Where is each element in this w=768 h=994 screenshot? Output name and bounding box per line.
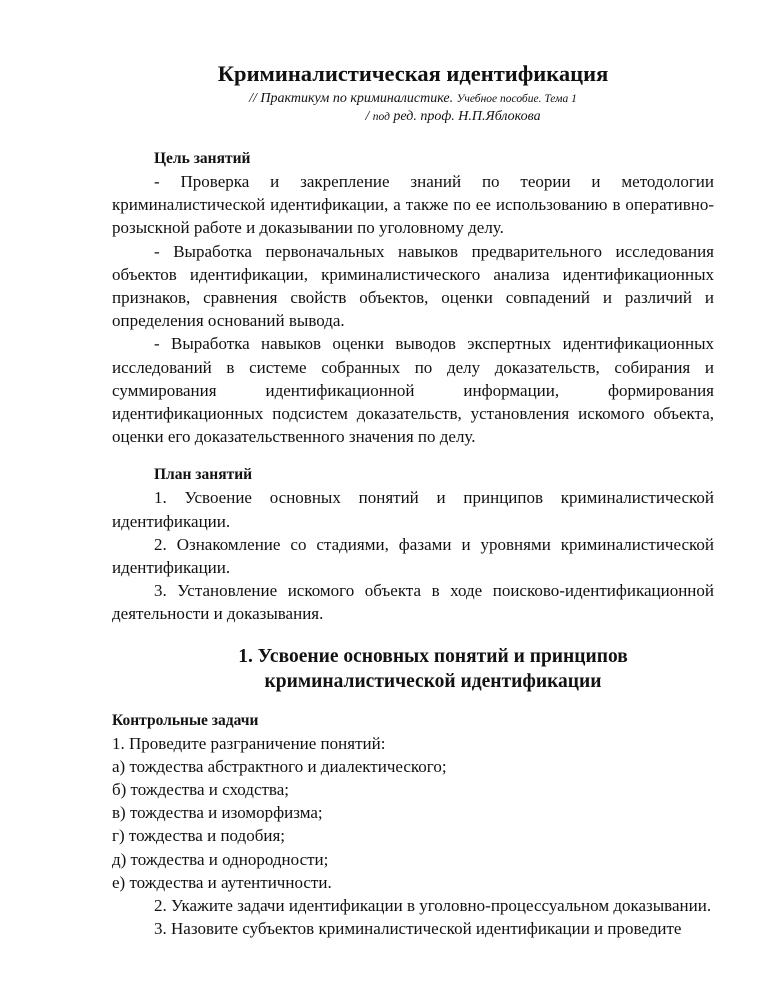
plan-item: 1. Усвоение основных понятий и принципов криминалистической идентификации. [112,488,714,531]
section-title-line1: 1. Усвоение основных понятий и принципов [238,645,628,667]
source-citation [112,90,714,108]
task-subitem: д) тождества и однородности; [112,849,329,869]
plan-item: 2. Ознакомление со стадиями, фазами и уровнями криминалистической идентификации. [112,534,714,578]
citation-prefix: // Практикум по криминалистике. [249,91,457,106]
editor-small: под [372,111,390,123]
document-page [112,60,714,940]
citation-small: Учебное пособие. Тема 1 [456,93,577,105]
editor-prefix: / [365,109,373,124]
plan-heading: План занятий [154,466,253,484]
plan-item: 3. Установление искомого объекта в ходе поисково-идентификационной деятельности и доказывания. [112,581,714,624]
section-title-line2: криминалистической идентификации [264,670,602,692]
task-question: 2. Укажите задачи идентификации в уголовно-процессуальном доказывании. [154,896,712,916]
goal-paragraph: - Выработка навыков оценки выводов экспертных идентификационных исследований в системе собранных по делу доказательств, собирания и суммирования идентификационной информации, формирования идентификационных подсистем доказательств, установления искомого объекта, оценки его доказательственного значения по делу. [112,334,714,447]
task-subitem: в) тождества и изоморфизма; [112,803,323,823]
goal-paragraph: - Проверка и закрепление знаний по теории и методологии криминалистической идентификации, а также по ее использованию в оперативно-розыскной работе и доказывании по уголовному делу. [112,172,714,238]
document-title: Криминалистическая идентификация [217,61,609,86]
task-subitem: г) тождества и подобия; [112,826,285,846]
goal-paragraph: - Выработка первоначальных навыков предварительного исследования объектов идентификации, криминалистического анализа идентификационных признаков, сравнения свойств объектов, оценки совпадений и различий и определения оснований вывода. [112,241,714,331]
task-subitem: е) тождества и аутентичности. [112,872,332,892]
editor-citation [112,108,714,126]
task-subitem: б) тождества и сходства; [112,780,290,800]
task-question: 3. Назовите субъектов криминалистической идентификации и проведите [154,919,682,939]
task-subitem: а) тождества абстрактного и диалектического; [112,756,447,776]
task-question: 1. Проведите разграничение понятий: [112,733,386,753]
editor-rest: ред. проф. Н.П.Яблокова [389,109,541,124]
goals-heading: Цель занятий [154,150,251,167]
tasks-heading: Контрольные задачи [112,711,259,729]
